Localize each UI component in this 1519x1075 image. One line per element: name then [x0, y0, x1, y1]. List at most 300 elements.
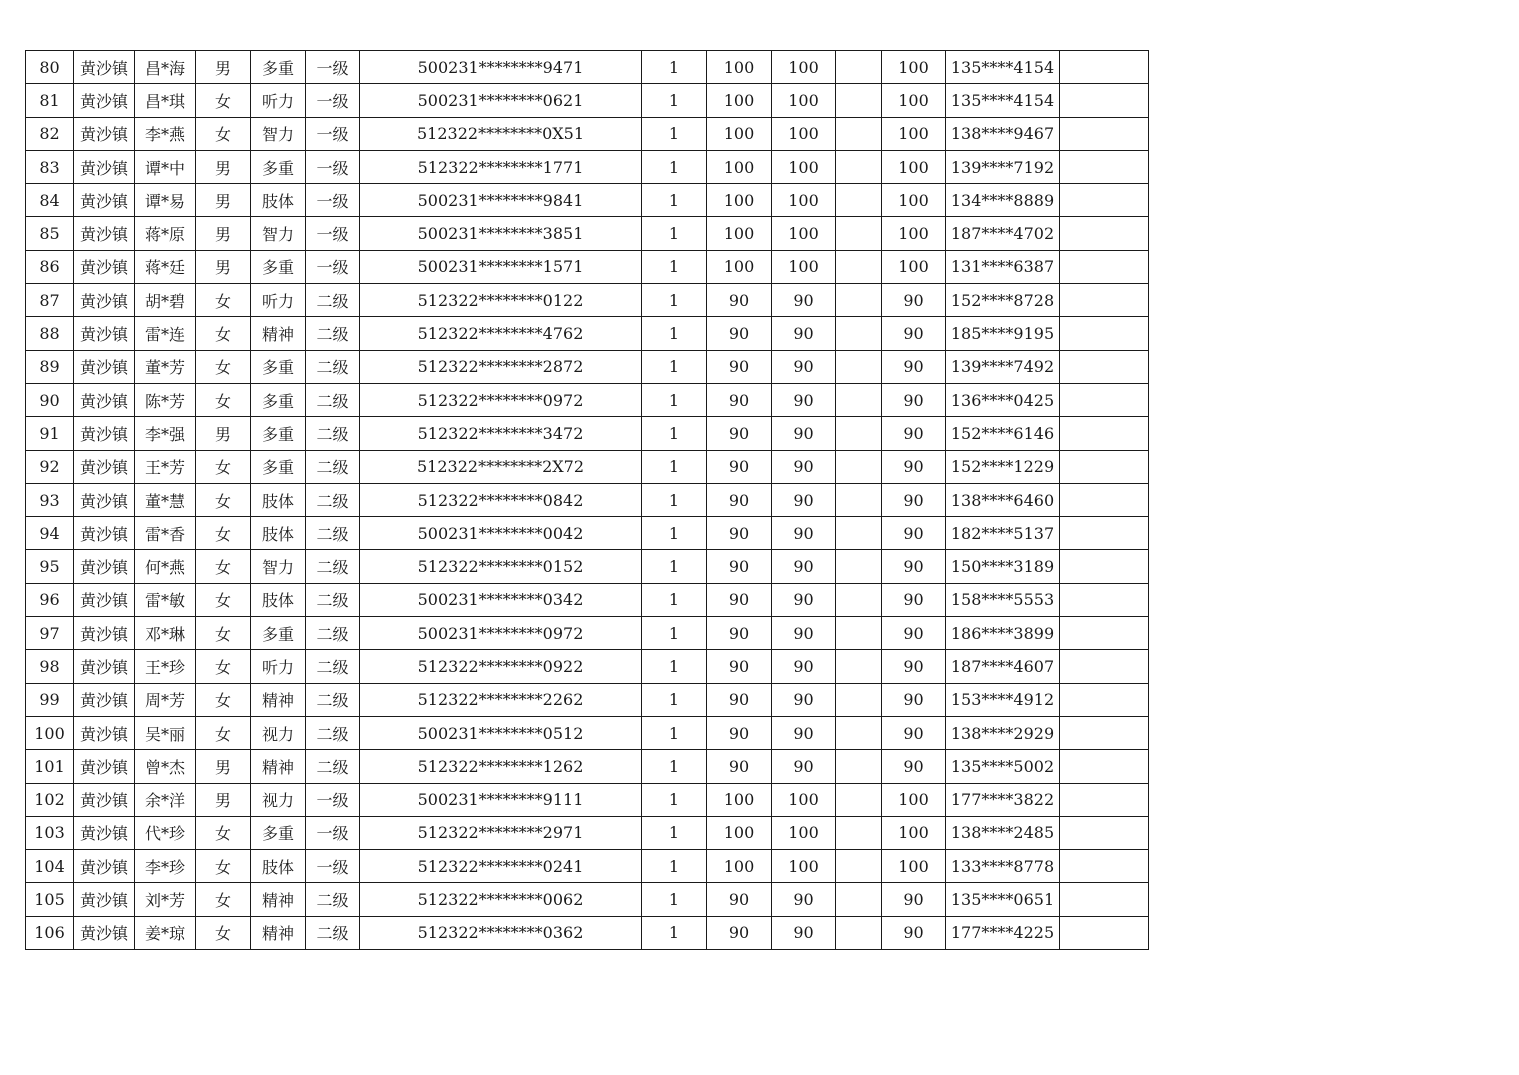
cell-count: 1 [642, 250, 707, 283]
cell-amount-total: 90 [882, 916, 946, 949]
cell-remarks [1060, 750, 1149, 783]
cell-disability-type: 多重 [251, 51, 306, 84]
cell-gender: 女 [196, 450, 251, 483]
cell-amount-b: 90 [772, 284, 836, 317]
cell-name: 何*燕 [135, 550, 196, 583]
cell-blank [836, 317, 882, 350]
cell-count: 1 [642, 217, 707, 250]
cell-phone: 187****4607 [946, 650, 1060, 683]
cell-name: 蒋*廷 [135, 250, 196, 283]
cell-amount-b: 90 [772, 417, 836, 450]
cell-count: 1 [642, 916, 707, 949]
cell-id-number: 500231********9841 [360, 184, 642, 217]
cell-gender: 女 [196, 617, 251, 650]
cell-remarks [1060, 51, 1149, 84]
cell-town: 黄沙镇 [74, 117, 135, 150]
cell-phone: 187****4702 [946, 217, 1060, 250]
cell-town: 黄沙镇 [74, 51, 135, 84]
cell-count: 1 [642, 383, 707, 416]
cell-id-number: 500231********9471 [360, 51, 642, 84]
cell-town: 黄沙镇 [74, 284, 135, 317]
cell-disability-type: 听力 [251, 650, 306, 683]
cell-disability-type: 多重 [251, 417, 306, 450]
cell-town: 黄沙镇 [74, 483, 135, 516]
cell-amount-b: 90 [772, 350, 836, 383]
cell-row-number: 89 [26, 350, 74, 383]
cell-amount-a: 90 [707, 517, 772, 550]
cell-amount-b: 90 [772, 683, 836, 716]
cell-town: 黄沙镇 [74, 250, 135, 283]
table-row [26, 450, 1149, 483]
cell-row-number: 94 [26, 517, 74, 550]
cell-row-number: 90 [26, 383, 74, 416]
cell-count: 1 [642, 650, 707, 683]
cell-amount-total: 90 [882, 550, 946, 583]
cell-count: 1 [642, 850, 707, 883]
cell-phone: 177****4225 [946, 916, 1060, 949]
cell-phone: 138****6460 [946, 483, 1060, 516]
cell-blank [836, 583, 882, 616]
cell-disability-type: 肢体 [251, 583, 306, 616]
cell-remarks [1060, 583, 1149, 616]
cell-remarks [1060, 417, 1149, 450]
cell-amount-total: 90 [882, 350, 946, 383]
cell-disability-level: 二级 [306, 350, 360, 383]
cell-blank [836, 883, 882, 916]
cell-phone: 153****4912 [946, 683, 1060, 716]
cell-disability-level: 二级 [306, 583, 360, 616]
cell-blank [836, 617, 882, 650]
cell-name: 昌*海 [135, 51, 196, 84]
cell-gender: 女 [196, 517, 251, 550]
cell-disability-type: 多重 [251, 350, 306, 383]
cell-name: 陈*芳 [135, 383, 196, 416]
cell-disability-level: 二级 [306, 883, 360, 916]
cell-phone: 177****3822 [946, 783, 1060, 816]
cell-count: 1 [642, 583, 707, 616]
table-row [26, 716, 1149, 749]
cell-amount-total: 90 [882, 683, 946, 716]
table-row [26, 916, 1149, 949]
cell-name: 王*芳 [135, 450, 196, 483]
cell-town: 黄沙镇 [74, 916, 135, 949]
table-row [26, 51, 1149, 84]
cell-amount-a: 90 [707, 450, 772, 483]
cell-row-number: 87 [26, 284, 74, 317]
cell-row-number: 88 [26, 317, 74, 350]
cell-amount-b: 90 [772, 617, 836, 650]
cell-disability-type: 多重 [251, 450, 306, 483]
cell-blank [836, 683, 882, 716]
cell-phone: 150****3189 [946, 550, 1060, 583]
cell-amount-a: 100 [707, 850, 772, 883]
cell-town: 黄沙镇 [74, 383, 135, 416]
cell-disability-level: 二级 [306, 683, 360, 716]
cell-town: 黄沙镇 [74, 683, 135, 716]
cell-id-number: 512322********0842 [360, 483, 642, 516]
cell-amount-total: 90 [882, 650, 946, 683]
cell-gender: 男 [196, 150, 251, 183]
cell-amount-b: 100 [772, 184, 836, 217]
cell-remarks [1060, 816, 1149, 849]
table-row [26, 284, 1149, 317]
cell-row-number: 98 [26, 650, 74, 683]
cell-amount-b: 90 [772, 916, 836, 949]
cell-gender: 男 [196, 750, 251, 783]
cell-name: 代*珍 [135, 816, 196, 849]
cell-amount-a: 90 [707, 683, 772, 716]
table-row [26, 317, 1149, 350]
cell-blank [836, 750, 882, 783]
table-row [26, 783, 1149, 816]
cell-id-number: 512322********0241 [360, 850, 642, 883]
cell-amount-b: 100 [772, 51, 836, 84]
cell-disability-level: 二级 [306, 483, 360, 516]
cell-blank [836, 117, 882, 150]
cell-remarks [1060, 517, 1149, 550]
cell-disability-level: 一级 [306, 783, 360, 816]
cell-disability-type: 肢体 [251, 483, 306, 516]
cell-disability-type: 精神 [251, 750, 306, 783]
cell-remarks [1060, 850, 1149, 883]
cell-phone: 186****3899 [946, 617, 1060, 650]
cell-remarks [1060, 916, 1149, 949]
cell-name: 蒋*原 [135, 217, 196, 250]
cell-disability-level: 二级 [306, 383, 360, 416]
cell-amount-total: 90 [882, 284, 946, 317]
table-body [26, 51, 1149, 950]
cell-name: 昌*琪 [135, 84, 196, 117]
cell-blank [836, 84, 882, 117]
cell-amount-a: 90 [707, 650, 772, 683]
cell-row-number: 97 [26, 617, 74, 650]
cell-remarks [1060, 683, 1149, 716]
cell-count: 1 [642, 450, 707, 483]
table-row [26, 250, 1149, 283]
cell-id-number: 500231********1571 [360, 250, 642, 283]
cell-id-number: 500231********0512 [360, 716, 642, 749]
cell-disability-level: 二级 [306, 517, 360, 550]
cell-amount-b: 100 [772, 816, 836, 849]
cell-row-number: 81 [26, 84, 74, 117]
cell-disability-level: 二级 [306, 417, 360, 450]
cell-count: 1 [642, 816, 707, 849]
cell-count: 1 [642, 317, 707, 350]
cell-count: 1 [642, 750, 707, 783]
cell-remarks [1060, 117, 1149, 150]
cell-blank [836, 284, 882, 317]
cell-disability-type: 听力 [251, 284, 306, 317]
cell-town: 黄沙镇 [74, 883, 135, 916]
cell-disability-type: 智力 [251, 550, 306, 583]
cell-remarks [1060, 150, 1149, 183]
cell-row-number: 95 [26, 550, 74, 583]
cell-name: 王*珍 [135, 650, 196, 683]
cell-id-number: 500231********0972 [360, 617, 642, 650]
cell-remarks [1060, 317, 1149, 350]
cell-row-number: 105 [26, 883, 74, 916]
cell-remarks [1060, 350, 1149, 383]
table-row [26, 150, 1149, 183]
cell-amount-total: 90 [882, 383, 946, 416]
table-row [26, 117, 1149, 150]
cell-amount-a: 90 [707, 483, 772, 516]
cell-phone: 139****7192 [946, 150, 1060, 183]
cell-id-number: 500231********0621 [360, 84, 642, 117]
cell-phone: 138****2929 [946, 716, 1060, 749]
cell-amount-total: 100 [882, 184, 946, 217]
cell-remarks [1060, 383, 1149, 416]
table-row [26, 350, 1149, 383]
cell-id-number: 512322********3472 [360, 417, 642, 450]
cell-disability-level: 二级 [306, 450, 360, 483]
cell-blank [836, 916, 882, 949]
cell-phone: 138****9467 [946, 117, 1060, 150]
cell-gender: 男 [196, 417, 251, 450]
cell-disability-type: 智力 [251, 117, 306, 150]
cell-blank [836, 350, 882, 383]
cell-disability-level: 一级 [306, 816, 360, 849]
cell-name: 姜*琼 [135, 916, 196, 949]
cell-disability-level: 一级 [306, 217, 360, 250]
cell-count: 1 [642, 284, 707, 317]
cell-amount-a: 100 [707, 84, 772, 117]
table-row [26, 750, 1149, 783]
cell-name: 李*珍 [135, 850, 196, 883]
cell-count: 1 [642, 483, 707, 516]
cell-phone: 133****8778 [946, 850, 1060, 883]
cell-amount-a: 100 [707, 51, 772, 84]
cell-remarks [1060, 883, 1149, 916]
cell-town: 黄沙镇 [74, 217, 135, 250]
cell-disability-type: 精神 [251, 916, 306, 949]
cell-phone: 182****5137 [946, 517, 1060, 550]
cell-gender: 女 [196, 683, 251, 716]
cell-row-number: 93 [26, 483, 74, 516]
table-row [26, 84, 1149, 117]
cell-name: 雷*连 [135, 317, 196, 350]
cell-amount-a: 90 [707, 383, 772, 416]
cell-amount-a: 90 [707, 284, 772, 317]
cell-gender: 女 [196, 550, 251, 583]
cell-town: 黄沙镇 [74, 84, 135, 117]
cell-amount-a: 100 [707, 117, 772, 150]
cell-amount-b: 100 [772, 84, 836, 117]
cell-amount-a: 90 [707, 916, 772, 949]
cell-gender: 女 [196, 317, 251, 350]
cell-phone: 152****1229 [946, 450, 1060, 483]
cell-amount-total: 90 [882, 716, 946, 749]
cell-row-number: 103 [26, 816, 74, 849]
cell-amount-b: 90 [772, 317, 836, 350]
cell-disability-type: 肢体 [251, 850, 306, 883]
cell-id-number: 512322********0362 [360, 916, 642, 949]
cell-amount-b: 90 [772, 550, 836, 583]
cell-row-number: 99 [26, 683, 74, 716]
cell-gender: 女 [196, 383, 251, 416]
cell-disability-type: 精神 [251, 683, 306, 716]
cell-town: 黄沙镇 [74, 317, 135, 350]
cell-town: 黄沙镇 [74, 650, 135, 683]
cell-id-number: 512322********0152 [360, 550, 642, 583]
cell-name: 余*洋 [135, 783, 196, 816]
cell-blank [836, 250, 882, 283]
cell-gender: 男 [196, 783, 251, 816]
cell-amount-b: 90 [772, 450, 836, 483]
cell-row-number: 86 [26, 250, 74, 283]
cell-count: 1 [642, 350, 707, 383]
cell-count: 1 [642, 117, 707, 150]
cell-name: 谭*中 [135, 150, 196, 183]
cell-row-number: 106 [26, 916, 74, 949]
cell-blank [836, 517, 882, 550]
cell-count: 1 [642, 550, 707, 583]
cell-remarks [1060, 783, 1149, 816]
cell-disability-type: 精神 [251, 317, 306, 350]
cell-blank [836, 483, 882, 516]
cell-phone: 138****2485 [946, 816, 1060, 849]
cell-amount-b: 90 [772, 750, 836, 783]
cell-amount-a: 100 [707, 184, 772, 217]
cell-row-number: 101 [26, 750, 74, 783]
cell-gender: 女 [196, 883, 251, 916]
table-row [26, 483, 1149, 516]
cell-amount-a: 90 [707, 883, 772, 916]
cell-name: 胡*碧 [135, 284, 196, 317]
cell-phone: 131****6387 [946, 250, 1060, 283]
cell-amount-b: 100 [772, 250, 836, 283]
cell-gender: 女 [196, 284, 251, 317]
cell-row-number: 92 [26, 450, 74, 483]
cell-name: 雷*香 [135, 517, 196, 550]
cell-amount-a: 100 [707, 217, 772, 250]
cell-blank [836, 850, 882, 883]
cell-disability-level: 一级 [306, 150, 360, 183]
cell-amount-total: 90 [882, 417, 946, 450]
cell-town: 黄沙镇 [74, 617, 135, 650]
cell-disability-type: 多重 [251, 816, 306, 849]
cell-phone: 135****5002 [946, 750, 1060, 783]
cell-disability-type: 视力 [251, 783, 306, 816]
cell-row-number: 84 [26, 184, 74, 217]
cell-remarks [1060, 284, 1149, 317]
cell-remarks [1060, 483, 1149, 516]
cell-name: 谭*易 [135, 184, 196, 217]
cell-amount-a: 90 [707, 317, 772, 350]
cell-town: 黄沙镇 [74, 350, 135, 383]
cell-count: 1 [642, 683, 707, 716]
cell-row-number: 82 [26, 117, 74, 150]
cell-amount-b: 90 [772, 383, 836, 416]
cell-remarks [1060, 450, 1149, 483]
cell-amount-b: 100 [772, 783, 836, 816]
cell-name: 李*强 [135, 417, 196, 450]
cell-amount-total: 90 [882, 517, 946, 550]
cell-gender: 女 [196, 117, 251, 150]
cell-name: 吴*丽 [135, 716, 196, 749]
table-row [26, 883, 1149, 916]
table-row [26, 683, 1149, 716]
cell-phone: 135****4154 [946, 84, 1060, 117]
table-row [26, 650, 1149, 683]
cell-disability-type: 听力 [251, 84, 306, 117]
cell-disability-type: 多重 [251, 250, 306, 283]
cell-count: 1 [642, 184, 707, 217]
cell-gender: 女 [196, 850, 251, 883]
data-table [25, 50, 1149, 950]
cell-amount-a: 100 [707, 250, 772, 283]
cell-amount-total: 100 [882, 217, 946, 250]
cell-disability-level: 一级 [306, 250, 360, 283]
cell-count: 1 [642, 883, 707, 916]
cell-id-number: 512322********0922 [360, 650, 642, 683]
cell-remarks [1060, 84, 1149, 117]
cell-gender: 女 [196, 84, 251, 117]
cell-amount-total: 90 [882, 617, 946, 650]
cell-count: 1 [642, 84, 707, 117]
cell-disability-level: 二级 [306, 317, 360, 350]
table-row [26, 517, 1149, 550]
cell-amount-total: 90 [882, 583, 946, 616]
cell-name: 李*燕 [135, 117, 196, 150]
cell-disability-level: 一级 [306, 850, 360, 883]
cell-gender: 女 [196, 350, 251, 383]
cell-disability-level: 一级 [306, 51, 360, 84]
cell-disability-level: 二级 [306, 750, 360, 783]
cell-disability-type: 多重 [251, 617, 306, 650]
cell-id-number: 512322********1771 [360, 150, 642, 183]
cell-name: 周*芳 [135, 683, 196, 716]
cell-blank [836, 783, 882, 816]
cell-row-number: 80 [26, 51, 74, 84]
cell-amount-total: 90 [882, 883, 946, 916]
cell-row-number: 100 [26, 716, 74, 749]
cell-id-number: 512322********0062 [360, 883, 642, 916]
cell-amount-a: 90 [707, 716, 772, 749]
cell-amount-total: 100 [882, 150, 946, 183]
table-row [26, 184, 1149, 217]
table-row [26, 617, 1149, 650]
cell-remarks [1060, 650, 1149, 683]
cell-disability-type: 智力 [251, 217, 306, 250]
cell-amount-total: 100 [882, 51, 946, 84]
cell-id-number: 512322********4762 [360, 317, 642, 350]
cell-phone: 152****8728 [946, 284, 1060, 317]
cell-amount-total: 90 [882, 317, 946, 350]
cell-id-number: 512322********2971 [360, 816, 642, 849]
cell-id-number: 512322********2X72 [360, 450, 642, 483]
cell-amount-b: 90 [772, 716, 836, 749]
cell-blank [836, 184, 882, 217]
cell-count: 1 [642, 783, 707, 816]
cell-disability-level: 一级 [306, 117, 360, 150]
cell-row-number: 102 [26, 783, 74, 816]
table-row [26, 816, 1149, 849]
cell-row-number: 104 [26, 850, 74, 883]
cell-amount-a: 90 [707, 583, 772, 616]
cell-town: 黄沙镇 [74, 750, 135, 783]
cell-row-number: 96 [26, 583, 74, 616]
cell-id-number: 512322********1262 [360, 750, 642, 783]
cell-row-number: 83 [26, 150, 74, 183]
cell-gender: 女 [196, 483, 251, 516]
cell-amount-a: 90 [707, 417, 772, 450]
cell-amount-total: 100 [882, 117, 946, 150]
cell-town: 黄沙镇 [74, 850, 135, 883]
cell-phone: 185****9195 [946, 317, 1060, 350]
cell-count: 1 [642, 51, 707, 84]
cell-blank [836, 650, 882, 683]
